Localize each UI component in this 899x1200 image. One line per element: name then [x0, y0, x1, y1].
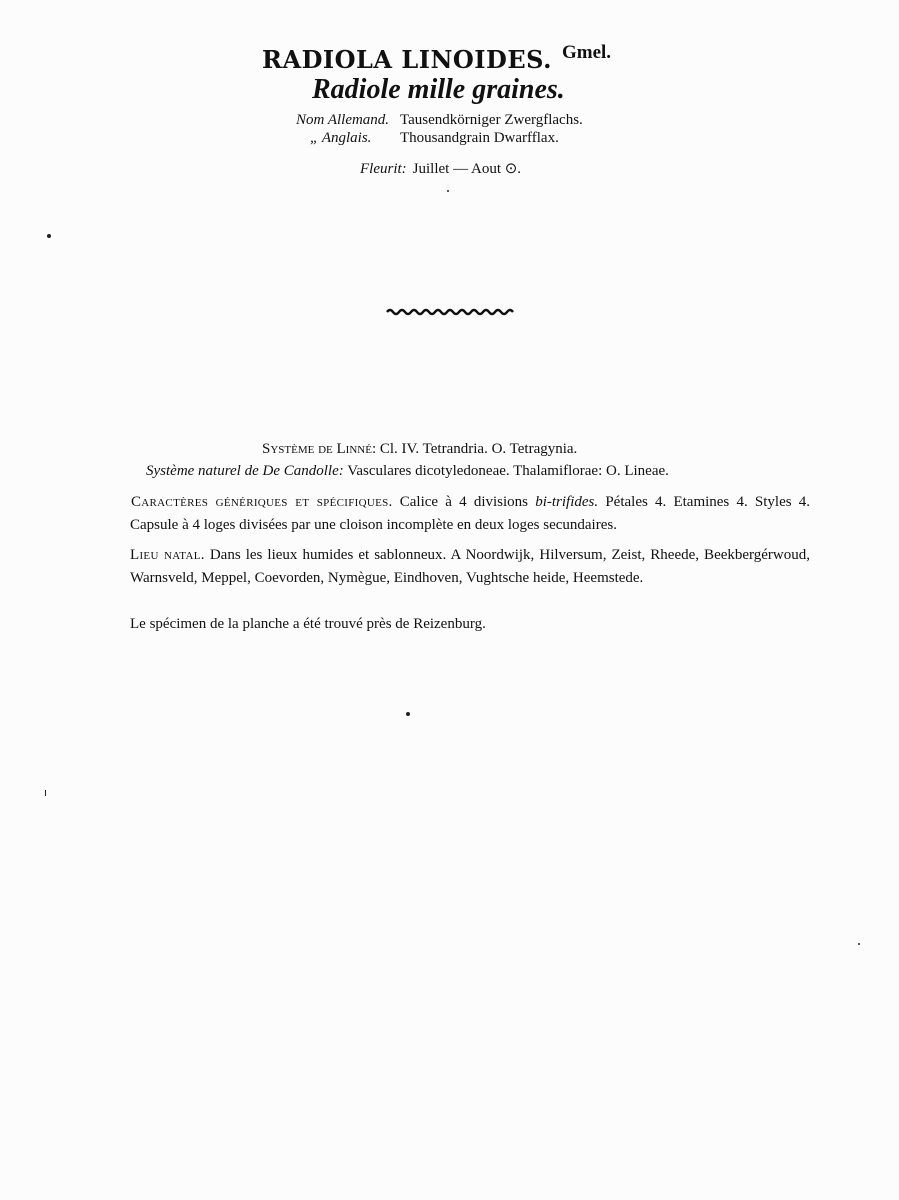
- ornament-divider: [386, 305, 514, 317]
- specimen-line: [130, 616, 486, 633]
- species-title-row: [262, 42, 682, 74]
- characters-text-before: Calice à 4 divisions: [399, 494, 528, 510]
- linne-value: Cl. IV. Tetrandria. O. Tetragynia.: [379, 441, 578, 457]
- candolle-value: Vasculares dicotyledoneae. Thalamiflorae: O. Lineae.: [347, 463, 669, 479]
- common-name-value: Thousandgrain Dwarfflax.: [400, 130, 559, 146]
- linne-label: Système de Linné:: [262, 441, 377, 457]
- habitat-paragraph: [130, 544, 810, 590]
- specimen-text: Le spécimen de la planche a été trouvé près de Reizenburg.: [130, 616, 486, 632]
- speck-mark: [406, 712, 410, 716]
- speck-mark: [45, 790, 46, 796]
- common-name-german: [296, 111, 583, 129]
- flowering-line: [360, 159, 521, 178]
- flowering-label: Fleurit:: [360, 161, 407, 177]
- species-title: RADIOLA LINOIDES.: [262, 45, 552, 74]
- common-name-value: Tausendkörniger Zwergflachs.: [400, 112, 583, 128]
- habitat-label: Lieu natal.: [130, 547, 205, 563]
- species-author: Gmel.: [561, 42, 612, 63]
- common-name-english: [296, 129, 583, 147]
- common-name-label: „ Anglais.: [310, 130, 372, 146]
- common-names: [296, 111, 583, 147]
- habitat-text: Dans les lieux humides et sablonneux. A Noordwijk, Hilversum, Zeist, Rheede, Beekbergérwoud, Warnsveld, Meppel, Coevorden, Nymègue, Eindhoven, Vughtsche heide, Heemstede.: [130, 547, 810, 586]
- characters-label: Caractères génériques et spécifiques.: [131, 494, 393, 510]
- characters-italic-term: bi-trifides.: [535, 494, 599, 510]
- french-name: Radiole mille graines.: [312, 74, 565, 105]
- speck-mark: [858, 943, 860, 945]
- characters-text-after: Pétales 4. Etamines 4. Styles 4. Capsule à 4 loges divisées par une cloison incomplète en deux loges secundaires.: [130, 494, 811, 533]
- candolle-label: Système naturel de De Candolle:: [146, 463, 344, 479]
- speck-mark: [47, 234, 51, 238]
- characters-paragraph: [130, 491, 810, 537]
- speck-mark: [447, 190, 449, 192]
- flowering-value: Juillet — Aout ⊙.: [412, 161, 522, 177]
- candolle-system-line: [146, 463, 669, 480]
- common-name-label: Nom Allemand.: [296, 112, 390, 128]
- linne-system-line: [262, 441, 577, 458]
